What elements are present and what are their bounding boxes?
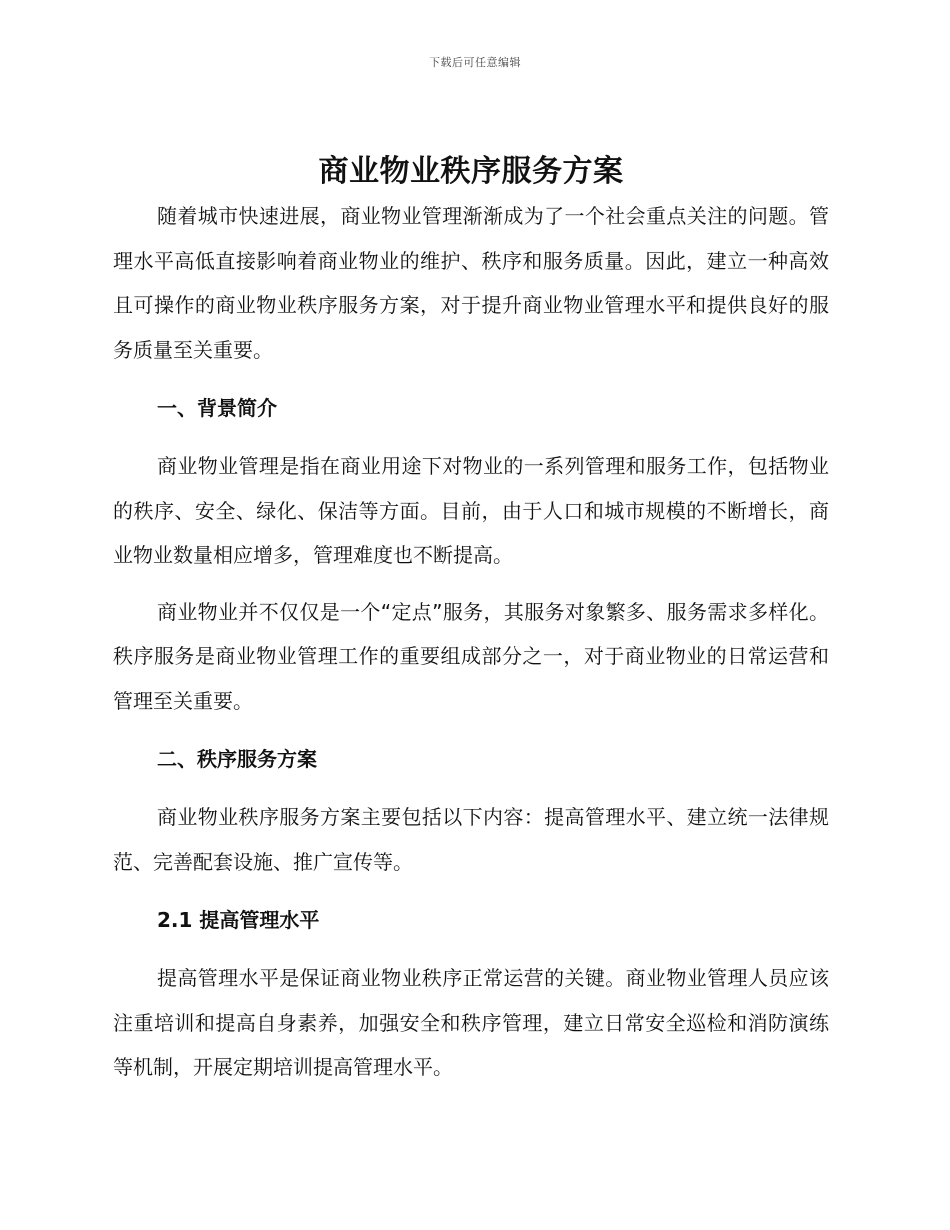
section-heading-background: 一、背景简介 — [157, 396, 277, 420]
document-title: 商业物业秩序服务方案 — [318, 154, 624, 189]
intro-paragraph: 随着城市快速进展，商业物业管理渐渐成为了一个社会重点关注的问题。管理水平高低直接影响着商业物业的维护、秩序和服务质量。因此，建立一种高效且可操作的商业物业秩序服务方案，对于提升商业物业管理水平和提供良好的服务质量至关重要。 — [113, 204, 829, 362]
subsection-heading-management: 2.1 提高管理水平 — [157, 908, 320, 932]
background-paragraph-1: 商业物业管理是指在商业用途下对物业的一系列管理和服务工作，包括物业的秩序、安全、绿化、保洁等方面。目前，由于人口和城市规模的不断增长，商业物业数量相应增多，管理难度也不断提高。 — [113, 454, 829, 567]
plan-paragraph-1: 商业物业秩序服务方案主要包括以下内容：提高管理水平、建立统一法律规范、完善配套设施、推广宣传等。 — [113, 805, 829, 874]
background-paragraph-2: 商业物业并不仅仅是一个“定点”服务，其服务对象繁多、服务需求多样化。秩序服务是商业物业管理工作的重要组成部分之一，对于商业物业的日常运营和管理至关重要。 — [113, 599, 829, 713]
document-body — [113, 150, 829, 1090]
header-note: 下载后可任意编辑 — [429, 56, 521, 69]
management-paragraph-1: 提高管理水平是保证商业物业秩序正常运营的关键。商业物业管理人员应该注重培训和提高自身素养，加强安全和秩序管理，建立日常安全巡检和消防演练等机制，开展定期培训提高管理水平。 — [113, 966, 829, 1079]
paragraph-spacer — [113, 578, 829, 590]
section-heading-plan: 二、秩序服务方案 — [157, 747, 317, 771]
